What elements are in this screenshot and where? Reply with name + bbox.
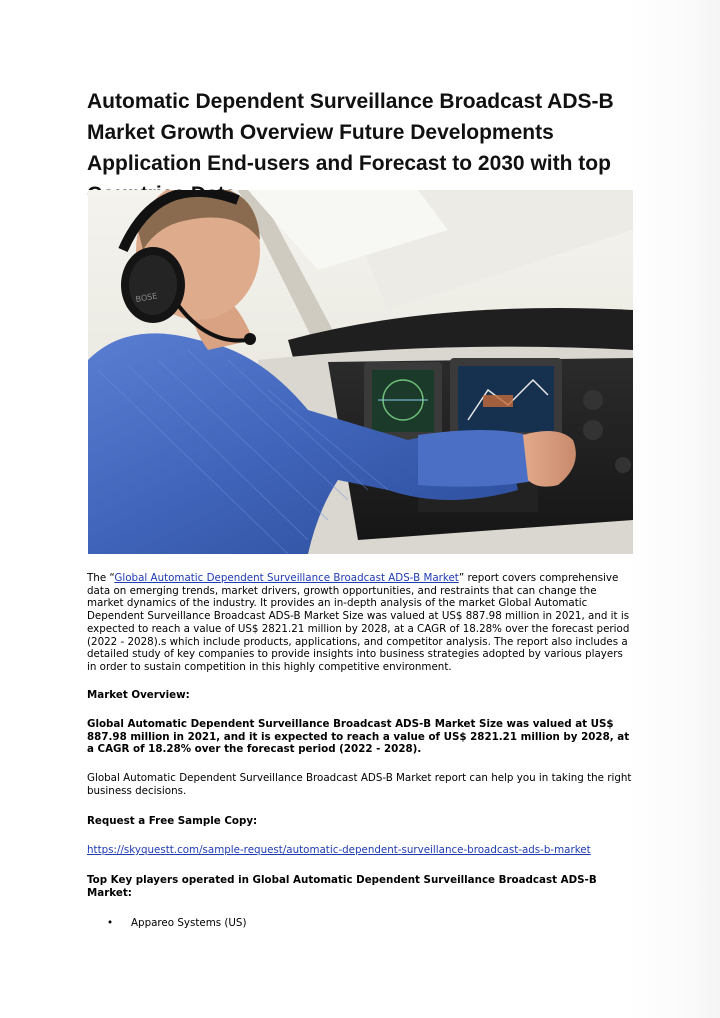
headset-brand-text: BOSE	[134, 291, 158, 305]
document-title: Automatic Dependent Surveillance Broadcast ADS-B Market Growth Overview Future Developments Application End-users and Forecast to 2030 with top	[87, 90, 614, 175]
intro-suffix: ” report covers comprehensive data on emerging trends, market drivers, growth opportunities, and restraints that can change the market dynamics of the industry. It provides an in-depth analysis of the market Global Automatic Dependent Surveillance Broadcast ADS-B Market Size was valued at US$ 887.98 million in 2021, and it is expected to reach a value of US$ 2821.21 million by 2028, at a CAGR of 18.28% over the forecast period (2022 - 2028).s which include products, applications, and competitor analysis. The report also includes a detailed study of key companies to provide insights into business strategies adopted by various players in order to sustain competition in this highly competitive environment.	[87, 572, 630, 673]
pilot-cockpit-photo	[88, 190, 633, 554]
intro-prefix: The “	[87, 572, 115, 584]
market-overview-heading: Market Overview:	[87, 689, 190, 701]
intro-paragraph	[87, 572, 633, 674]
market-report-link[interactable]: Global Automatic Dependent Surveillance Broadcast ADS-B Market	[114, 572, 459, 584]
sample-request-heading: Request a Free Sample Copy:	[87, 815, 258, 827]
bullet-icon: •	[107, 917, 114, 929]
sample-request-link[interactable]: https://skyquestt.com/sample-request/automatic-dependent-surveillance-broadcast-ads-b-market	[87, 844, 591, 856]
key-players-heading: Top Key players operated in Global Automatic Dependent Surveillance Broadcast ADS-B Market:	[87, 874, 597, 899]
list-item: Appareo Systems (US)	[131, 917, 247, 929]
market-overview-summary: Global Automatic Dependent Surveillance Broadcast ADS-B Market Size was valued at US$ 887.98 million in 2021, and it is expected to reach a value of US$ 2821.21 million by 2028, at a CAGR of 18.28% over the forecast period (2022 - 2028).	[87, 718, 630, 756]
sample-request-paragraph	[87, 844, 633, 857]
report-help-paragraph: Global Automatic Dependent Surveillance Broadcast ADS-B Market report can help you in taking the right business decisions.	[87, 772, 632, 797]
